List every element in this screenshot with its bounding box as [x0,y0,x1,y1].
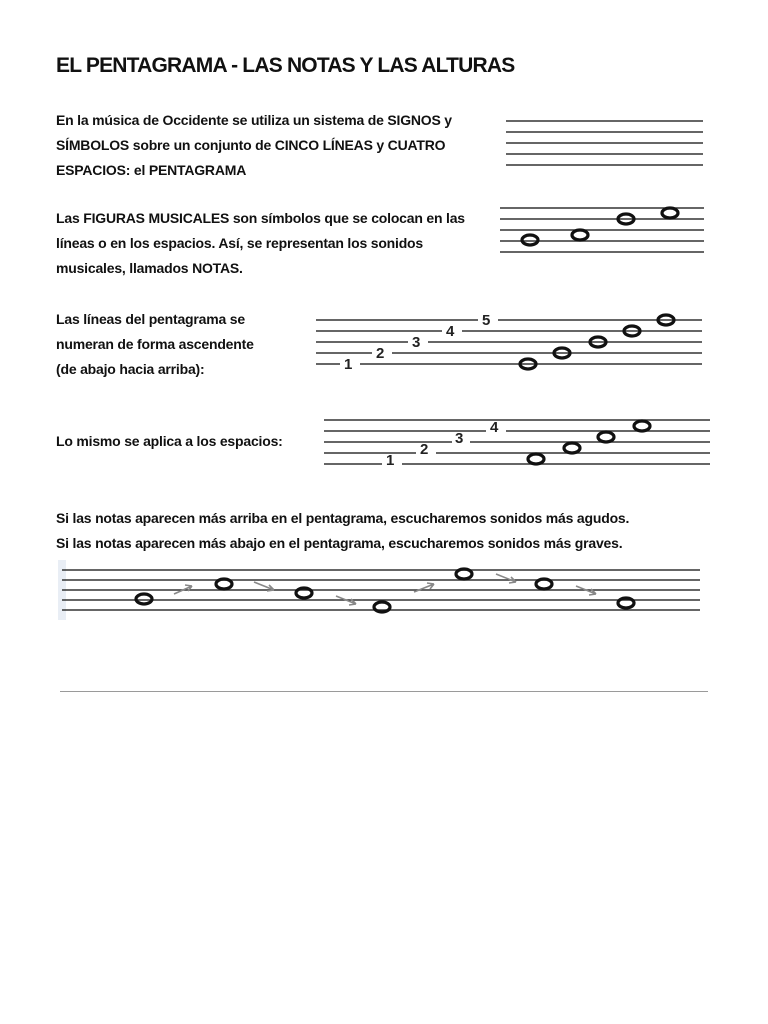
text-line: En la música de Occidente se utiliza un sistema de SIGNOS y [56,112,452,128]
space-number: 2 [420,441,429,458]
whole-note [528,454,544,464]
line-number: 2 [376,345,385,362]
whole-note [136,594,152,604]
line-number: 1 [344,356,353,373]
whole-note [598,432,614,442]
whole-note [374,602,390,612]
text-line: (de abajo hacia arriba): [56,361,205,377]
staff-notes [500,202,708,256]
whole-note [634,421,650,431]
whole-note [564,443,580,453]
text-line: numeran de forma ascendente [56,336,254,352]
paragraph-lineas [56,307,254,382]
text-line: Si las notas aparecen más abajo en el pentagrama, escucharemos sonidos más graves. [56,535,623,551]
whole-note [572,230,588,240]
space-number: 4 [490,419,499,436]
paragraph-figuras [56,206,465,281]
text-line: musicales, llamados NOTAS. [56,260,243,276]
arrow-down-icon [496,574,516,583]
whole-note [662,208,678,218]
space-number: 1 [386,452,395,469]
text-line: Las FIGURAS MUSICALES son símbolos que se colocan en las [56,210,465,226]
line-number: 3 [412,334,421,351]
text-line: Si las notas aparecen más arriba en el pentagrama, escucharemos sonidos más agudos. [56,510,630,526]
paragraph-pentagrama [56,108,452,183]
whole-note [536,579,552,589]
paragraph-alturas [56,506,629,556]
staff-pitch-direction [58,560,704,620]
staff-line-numbers [316,308,706,374]
line-number: 5 [482,312,491,329]
whole-note [216,579,232,589]
text-line: Las líneas del pentagrama se [56,311,245,327]
divider [60,691,708,692]
text-line: SÍMBOLOS sobre un conjunto de CINCO LÍNEAS y CUATRO [56,137,446,153]
staff-space-numbers [324,414,714,474]
whole-note [296,588,312,598]
text-line: ESPACIOS: el PENTAGRAMA [56,162,247,178]
staff-empty [506,118,706,170]
space-number: 3 [455,430,464,447]
page-title: EL PENTAGRAMA - LAS NOTAS Y LAS ALTURAS [56,54,515,77]
line-number: 4 [446,323,455,340]
whole-note [522,235,538,245]
text-line: líneas o en los espacios. Así, se representan los sonidos [56,235,423,251]
paragraph-espacios [56,429,283,454]
whole-note [456,569,472,579]
whole-note [618,598,634,608]
text-line: Lo mismo se aplica a los espacios: [56,433,283,449]
